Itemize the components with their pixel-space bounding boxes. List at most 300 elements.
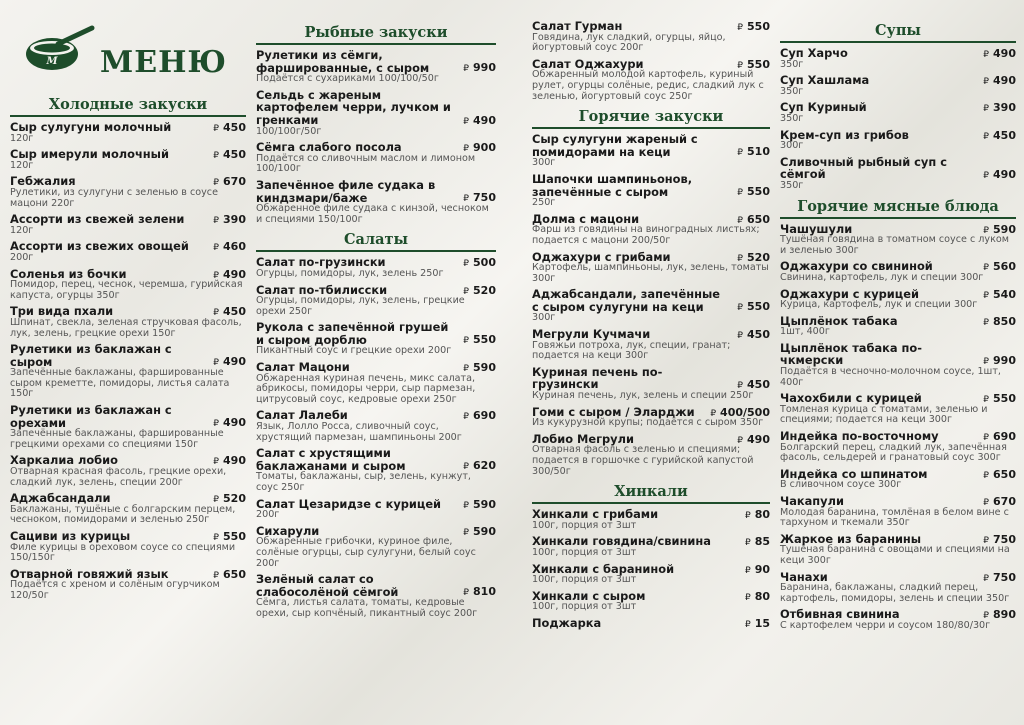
price-value: 550 — [223, 530, 246, 543]
section-divider — [532, 127, 770, 129]
price-value: 520 — [223, 492, 246, 506]
ruble-icon: ₽ — [983, 498, 990, 508]
price-value: 490 — [223, 416, 246, 430]
menu-item-name: Индейка по-восточному — [780, 429, 939, 444]
menu-item-description: Свинина, картофель, лук и специи 300г — [780, 271, 984, 283]
menu-item-name: Рулетики из баклажан с сыром — [10, 342, 172, 369]
menu-item-price — [983, 571, 1016, 584]
section-divider — [256, 43, 496, 45]
menu-item-name: Чахохбили с курицей — [780, 391, 922, 406]
menu-item-price — [737, 433, 770, 446]
menu-item-price — [745, 563, 770, 576]
ruble-icon: ₽ — [213, 151, 220, 162]
price-value: 490 — [993, 47, 1016, 60]
price-value: 450 — [223, 148, 246, 162]
menu-item-price — [463, 409, 496, 422]
price-value: 400/500 — [720, 405, 770, 419]
price-value: 990 — [473, 61, 496, 74]
menu-item-price — [745, 508, 770, 521]
price-value: 450 — [993, 128, 1016, 142]
section-title: Горячие мясные блюда — [797, 197, 999, 215]
menu-item — [10, 492, 246, 526]
menu-item-name: Жаркое из баранины — [780, 531, 922, 546]
ruble-icon: ₽ — [983, 50, 990, 60]
menu-item-name: Индейка со шпинатом — [780, 466, 928, 481]
menu-item-name: Ассорти из свежей зелени — [10, 212, 185, 227]
price-value: 690 — [993, 430, 1016, 444]
ruble-icon: ₽ — [463, 412, 470, 423]
menu-item-description: С картофелем черри и соусом 180/80/30г — [780, 619, 991, 631]
menu-item-name: Оджахури с грибами — [532, 249, 671, 264]
menu-item-price — [737, 145, 770, 158]
price-value: 510 — [747, 145, 770, 159]
ruble-icon: ₽ — [744, 538, 751, 549]
menu-item-description: Шпинат, свекла, зеленая стручковая фасоль, лук, зелень, грецкие орехи 150г — [10, 316, 242, 339]
ruble-icon: ₽ — [983, 317, 990, 328]
ruble-icon: ₽ — [983, 395, 990, 406]
ruble-icon: ₽ — [463, 364, 470, 375]
ruble-icon: ₽ — [983, 470, 990, 481]
menu-item-price — [463, 191, 496, 204]
price-value: 15 — [754, 616, 770, 630]
menu-item-name: Куриная печень по-грузински — [532, 364, 663, 392]
menu-item — [532, 563, 770, 586]
menu-item-description: 250г — [532, 197, 556, 209]
price-value: 690 — [473, 409, 496, 423]
menu-item-name: Ассорти из свежих овощей — [10, 239, 189, 254]
section-divider — [532, 502, 770, 504]
menu-item-description: Картофель, шампиньоны, лук, зелень, томаты 300г — [532, 262, 769, 284]
menu-item-description: Сёмга, листья салата, томаты, кедровые орехи, сыр копчёный, пикантный соус 200г — [256, 597, 478, 619]
menu-item — [532, 173, 770, 209]
menu-item-description: 100/100г/50г — [256, 125, 322, 137]
menu-item — [780, 430, 1016, 464]
menu-item — [780, 101, 1016, 124]
menu-item-description: Тушёная баранина с овощами и специями на кеци 300г — [780, 544, 1010, 566]
price-value: 590 — [473, 361, 496, 375]
price-value: 620 — [473, 459, 496, 473]
menu-item-name: Харкалиа лобио — [10, 453, 118, 468]
ruble-icon: ₽ — [710, 408, 717, 419]
ruble-icon: ₽ — [463, 286, 470, 297]
menu-item — [780, 392, 1016, 426]
price-value: 550 — [747, 20, 770, 33]
price-value: 450 — [223, 305, 246, 319]
menu-item-description: 100г, порция от 3шт — [532, 546, 637, 558]
menu-item-price — [983, 608, 1016, 621]
menu-item-description: 120г — [10, 132, 34, 144]
ruble-icon: ₽ — [213, 457, 220, 468]
menu-item — [532, 133, 770, 169]
menu-item-price — [983, 168, 1016, 181]
menu-item-description: В сливочном соусе 300г — [780, 479, 902, 491]
menu-item — [256, 179, 496, 225]
price-value: 900 — [473, 141, 496, 155]
price-value: 450 — [223, 121, 246, 134]
menu-item-price — [983, 533, 1016, 546]
price-value: 490 — [747, 432, 770, 446]
ruble-icon: ₽ — [983, 170, 990, 181]
menu-item-name: Запечённое филе судака в киндзмари/баже — [256, 177, 436, 205]
menu-item-description: Огурцы, помидоры, лук, зелень 250г — [256, 267, 444, 279]
menu-item-price — [983, 129, 1016, 142]
ruble-icon: ₽ — [213, 358, 220, 369]
ruble-icon: ₽ — [737, 148, 744, 159]
menu-item-price — [463, 333, 496, 346]
price-value: 390 — [993, 101, 1016, 115]
menu-item-name: Оджахури со свининой — [780, 259, 933, 274]
menu-item-price — [745, 535, 770, 548]
ruble-icon: ₽ — [213, 124, 220, 134]
ruble-icon: ₽ — [213, 243, 220, 254]
menu-item-price — [983, 354, 1016, 367]
ruble-icon: ₽ — [737, 380, 744, 391]
menu-item-description: Курица, картофель, лук и специи 300г — [780, 299, 978, 311]
ruble-icon: ₽ — [737, 331, 744, 342]
menu-item-description: Куриная печень, лук, зелень и специи 250г — [532, 390, 754, 402]
price-value: 670 — [223, 175, 246, 189]
menu-item-price — [983, 47, 1016, 60]
section-title: Хинкали — [614, 483, 688, 501]
section-title: Горячие закуски — [578, 108, 724, 126]
price-value: 490 — [473, 113, 496, 127]
menu-item — [780, 47, 1016, 70]
menu-item-price — [463, 141, 496, 154]
menu-item — [780, 533, 1016, 567]
menu-item-name: Салат Лалеби — [256, 408, 348, 423]
column-1 — [10, 94, 246, 606]
menu-item — [256, 447, 496, 493]
menu-item-price — [983, 315, 1016, 328]
menu-item-description: Язык, Лолло Росса, сливочный соус, хрустящий пармезан, шампиньоны 200г — [256, 421, 462, 443]
menu-item-name: Суп Хашлама — [780, 73, 870, 88]
price-value: 890 — [993, 608, 1016, 622]
menu-item-description: Отварная красная фасоль, грецкие орехи, сладкий лук, зелень, специи 200г — [10, 466, 227, 488]
menu-item — [256, 89, 496, 137]
menu-item-price — [463, 256, 496, 269]
menu-item-description: Болгарский перец, сладкий лук, запечённая фасоль, сельдерей и гранатовый соус 300г — [780, 441, 1007, 464]
menu-item-price — [213, 492, 246, 505]
menu-item-price — [213, 568, 246, 581]
price-value: 80 — [754, 589, 770, 603]
menu-item-description: Фарш из говядины на виноградных листьях; подается с мацони 200/50г — [532, 224, 760, 246]
menu-item-description: 200г — [256, 509, 280, 521]
price-value: 540 — [993, 287, 1016, 301]
menu-item-price — [737, 20, 770, 33]
menu-item-name: Сыр сулугуни жареный с помидорами на кеци — [532, 132, 698, 159]
menu-item-price — [463, 284, 496, 297]
price-value: 750 — [993, 570, 1016, 584]
menu-item — [10, 305, 246, 339]
section-divider — [256, 250, 496, 252]
ruble-icon: ₽ — [737, 215, 744, 226]
price-value: 450 — [747, 377, 770, 391]
ruble-icon: ₽ — [983, 225, 990, 236]
ruble-icon: ₽ — [213, 533, 220, 543]
ruble-icon: ₽ — [983, 573, 990, 584]
menu-item-description: Подаётся с хреном и солёным огурчиком 120/50г — [10, 579, 220, 601]
menu-item-price — [213, 268, 246, 281]
menu-item-name: Сельдь с жареным картофелем черри, лучком и гренками — [256, 87, 451, 127]
menu-item — [256, 498, 496, 521]
menu-item-price — [737, 378, 770, 391]
menu-item-name: Оджахури с курицей — [780, 286, 919, 301]
price-value: 85 — [754, 535, 770, 549]
ruble-icon: ₽ — [744, 565, 751, 576]
menu-item-name: Хинкали с бараниной — [532, 561, 675, 576]
menu-item-price — [213, 240, 246, 253]
menu-item-name: Сыр имерули молочный — [10, 147, 169, 162]
ruble-icon: ₽ — [463, 193, 470, 204]
menu-title: МЕНЮ — [100, 45, 228, 80]
menu-item-price — [745, 590, 770, 603]
menu-item-description: 100г, порция от 3шт — [532, 519, 637, 531]
menu-item-description: Говяжьи потроха, лук, специи, гранат; подается на кеци 300г — [532, 339, 731, 362]
menu-item-price — [213, 175, 246, 188]
menu-item-description: Обжаренное филе судака с кинзой, чесноком и специями 150/100г — [256, 203, 489, 225]
price-value: 460 — [223, 240, 246, 254]
ruble-icon: ₽ — [213, 178, 220, 189]
menu-item-name: Чанахи — [780, 569, 828, 584]
price-value: 590 — [473, 497, 496, 511]
menu-item — [780, 342, 1016, 388]
menu-item-description: 120г — [10, 224, 34, 236]
menu-item-name: Чашушули — [780, 221, 853, 236]
menu-item-price — [213, 355, 246, 368]
price-value: 810 — [473, 585, 496, 599]
price-value: 520 — [473, 283, 496, 297]
ruble-icon: ₽ — [983, 611, 990, 622]
menu-item-price — [983, 288, 1016, 301]
ruble-icon: ₽ — [463, 144, 470, 155]
menu-item — [780, 156, 1016, 192]
svg-text:М: М — [46, 56, 58, 67]
menu-item-price — [983, 468, 1016, 481]
menu-item-name: Салат Оджахури — [532, 56, 644, 71]
menu-item-name: Три вида пхали — [10, 304, 114, 319]
menu-item-description: Помидор, перец, чеснок, черемша, гурийская капуста, огурцы 350г — [10, 279, 243, 301]
menu-item-description: Обжаренная куриная печень, микс салата, абрикосы, помидоры черри, сыр пармезан, цитрусовый соус, кедровые орехи 250г — [256, 372, 476, 405]
menu-item-price — [213, 121, 246, 134]
ruble-icon: ₽ — [737, 435, 744, 446]
menu-item-price — [463, 61, 496, 74]
menu-item-price — [213, 416, 246, 429]
menu-item-name: Салат Мацони — [256, 360, 350, 375]
menu-item-price — [463, 114, 496, 127]
menu-item-name: Отбивная свинина — [780, 607, 900, 622]
menu-item — [532, 508, 770, 531]
menu-item — [780, 223, 1016, 257]
ruble-icon: ₽ — [463, 588, 470, 599]
menu-item-price — [983, 430, 1016, 443]
menu-item — [532, 20, 770, 54]
ruble-icon: ₽ — [463, 336, 470, 347]
price-value: 650 — [993, 467, 1016, 481]
menu-item-description: Запечённые баклажаны, фаршированные сыром креметте, помидоры, листья салата 150г — [10, 367, 230, 400]
menu-item — [256, 284, 496, 318]
menu-item — [532, 433, 770, 477]
ruble-icon: ₽ — [744, 619, 751, 630]
menu-item — [780, 608, 1016, 631]
menu-item-name: Поджарка — [532, 615, 602, 630]
ruble-icon: ₽ — [983, 77, 990, 88]
menu-item-description: 300г — [532, 157, 556, 169]
menu-item-name: Рукола с запечённой грушей и сыром дорблю — [256, 320, 449, 347]
menu-item-description: Обжаренные грибочки, куриное филе, солёные огурцы, сыр сулугуни, белый соус 200г — [256, 536, 476, 569]
ruble-icon: ₽ — [213, 308, 220, 319]
ruble-icon: ₽ — [737, 60, 744, 71]
menu-item-name: Долма с мацони — [532, 211, 640, 226]
section-title: Холодные закуски — [48, 96, 208, 113]
menu-item-name: Аджабсандали — [10, 491, 111, 506]
menu-item — [10, 240, 246, 263]
menu-item — [532, 406, 770, 429]
ruble-icon: ₽ — [463, 259, 470, 270]
menu-item — [256, 409, 496, 443]
menu-item-price — [983, 495, 1016, 508]
menu-item-price — [983, 74, 1016, 87]
menu-item-description: Подаётся с сухариками 100/100/50г — [256, 73, 439, 85]
menu-item-name: Салат Цезаридзе с курицей — [256, 496, 442, 511]
ruble-icon: ₽ — [463, 64, 470, 74]
menu-item-description: Филе курицы в ореховом соусе со специями 150/150г — [10, 541, 236, 564]
menu-item-name: Шапочки шампиньонов, запечённые с сыром — [532, 171, 693, 199]
menu-item — [532, 58, 770, 102]
menu-item-name: Гебжалия — [10, 174, 76, 189]
menu-item-price — [463, 361, 496, 374]
price-value: 80 — [754, 508, 770, 522]
price-value: 550 — [747, 300, 770, 314]
ruble-icon: ₽ — [744, 592, 751, 603]
menu-item-price — [463, 459, 496, 472]
price-value: 490 — [223, 267, 246, 281]
menu-item — [532, 535, 770, 558]
price-value: 590 — [473, 524, 496, 538]
menu-item-price — [213, 454, 246, 467]
ruble-icon: ₽ — [737, 23, 744, 33]
price-value: 560 — [993, 260, 1016, 274]
ruble-icon: ₽ — [983, 263, 990, 274]
menu-item-price — [737, 300, 770, 313]
section-title: Супы — [875, 22, 921, 39]
ruble-icon: ₽ — [213, 270, 220, 281]
menu-item-name: Зелёный салат со слабосолёной сёмгой — [256, 572, 399, 599]
section-title: Рыбные закуски — [304, 24, 448, 41]
menu-item-description: 100г, порция от 3шт — [532, 601, 637, 613]
ruble-icon: ₽ — [983, 131, 990, 142]
menu-item — [532, 366, 770, 402]
menu-item-description: Огурцы, помидоры, лук, зелень, грецкие орехи 250г — [256, 295, 465, 317]
ruble-icon: ₽ — [983, 356, 990, 367]
menu-item-price — [983, 223, 1016, 236]
menu-item-description: Молодая баранина, томлёная в белом вине с тархуном и ткемали 350г — [780, 506, 1009, 529]
menu-item-name: Хинкали с сыром — [532, 588, 646, 603]
menu-item-description: Подаётся со сливочным маслом и лимоном 100/100г — [256, 152, 476, 175]
ruble-icon: ₽ — [744, 511, 751, 522]
menu-item — [780, 288, 1016, 311]
price-value: 90 — [754, 562, 770, 576]
menu-item-price — [213, 213, 246, 226]
menu-item — [10, 175, 246, 209]
menu-item-name: Мегрули Кучмачи — [532, 327, 651, 342]
menu-item-name: Чакапули — [780, 494, 844, 508]
menu-item-price — [983, 392, 1016, 405]
menu-item-price — [737, 213, 770, 226]
menu-item-price — [745, 617, 770, 630]
menu-item-name: Хинкали говядина/свинина — [532, 534, 711, 549]
menu-item — [10, 148, 246, 171]
menu-item-name: Цыплёнок табака — [780, 313, 898, 328]
menu-item — [532, 617, 770, 630]
price-value: 850 — [993, 314, 1016, 328]
ruble-icon: ₽ — [213, 495, 220, 506]
menu-item-description: Запечённые баклажаны, фаршированные грецкими орехами со специями 150г — [10, 428, 224, 450]
ruble-icon: ₽ — [463, 462, 470, 473]
menu-item — [532, 251, 770, 285]
ruble-icon: ₽ — [213, 216, 220, 227]
menu-item — [532, 213, 770, 247]
menu-item-price — [710, 406, 770, 419]
menu-item-name: Крем-суп из грибов — [780, 127, 909, 142]
ruble-icon: ₽ — [983, 290, 990, 301]
menu-item-description: 200г — [10, 251, 34, 263]
menu-item-price — [463, 498, 496, 511]
menu-item — [10, 568, 246, 602]
price-value: 590 — [993, 222, 1016, 236]
menu-item-description: Томленая курица с томатами, зеленью и специями; подается на кеци 300г — [780, 403, 988, 426]
menu-item-name: Сациви из курицы — [10, 529, 131, 543]
menu-item — [780, 315, 1016, 338]
menu-item-description: Баклажаны, тушёные с болгарским перцем, чесноком, помидорами и зеленью 250г — [10, 503, 236, 526]
menu-item-price — [737, 58, 770, 71]
menu-item — [780, 495, 1016, 529]
ruble-icon: ₽ — [737, 303, 744, 314]
menu-item — [10, 454, 246, 488]
price-value: 490 — [223, 454, 246, 468]
ruble-icon: ₽ — [983, 535, 990, 546]
price-value: 390 — [223, 213, 246, 227]
price-value: 650 — [747, 212, 770, 226]
menu-item — [780, 260, 1016, 283]
menu-item-name: Лобио Мегрули — [532, 431, 634, 446]
menu-item-name: Сливочный рыбный суп с сёмгой — [780, 154, 947, 182]
menu-item-description: Баранина, баклажаны, сладкий перец, картофель, помидоры, зелень и специи 350г — [780, 582, 1010, 604]
ruble-icon: ₽ — [463, 116, 470, 127]
menu-item-description: Пикантный соус и грецкие орехи 200г — [256, 345, 452, 357]
menu-item-description: Подаётся в чесночно-молочном соусе, 1шт, 400г — [780, 366, 1001, 388]
menu-item — [10, 404, 246, 450]
ruble-icon: ₽ — [737, 187, 744, 198]
menu-item-name: Суп Харчо — [780, 46, 848, 60]
menu-item-name: Сыр сулугуни молочный — [10, 120, 172, 134]
menu-item-price — [737, 328, 770, 341]
menu-item-description: Тушёная говядина в томатном соусе с луком и зеленью 300г — [780, 234, 1009, 256]
price-value: 490 — [223, 355, 246, 369]
menu-item-name: Салат по-грузински — [256, 255, 386, 270]
column-4 — [780, 20, 1016, 636]
menu-item-description: Обжаренный молодой картофель, куриный рулет, огурцы солёные, редис, сладкий лук с зеленью, йогуртовый соус 250г — [532, 69, 764, 102]
menu-item-name: Салат Гурман — [532, 19, 623, 33]
logo-bowl-icon — [22, 24, 96, 76]
menu-item-name: Рулетики из баклажан с орехами — [10, 403, 172, 430]
menu-item-name: Аджабсандали, запечённые с сыром сулугуни на кеци — [532, 287, 721, 314]
menu-item — [780, 129, 1016, 152]
menu-item — [256, 256, 496, 279]
menu-item-description: Отварная фасоль с зеленью и специями; подается в горшочке с гурийской капустой 300/50г — [532, 444, 754, 477]
menu-item-description: 300г — [780, 140, 804, 152]
menu-item-description: 350г — [780, 85, 804, 97]
menu-item-description: Рулетики, из сулугуни с зеленью в соусе мацони 220г — [10, 186, 218, 209]
